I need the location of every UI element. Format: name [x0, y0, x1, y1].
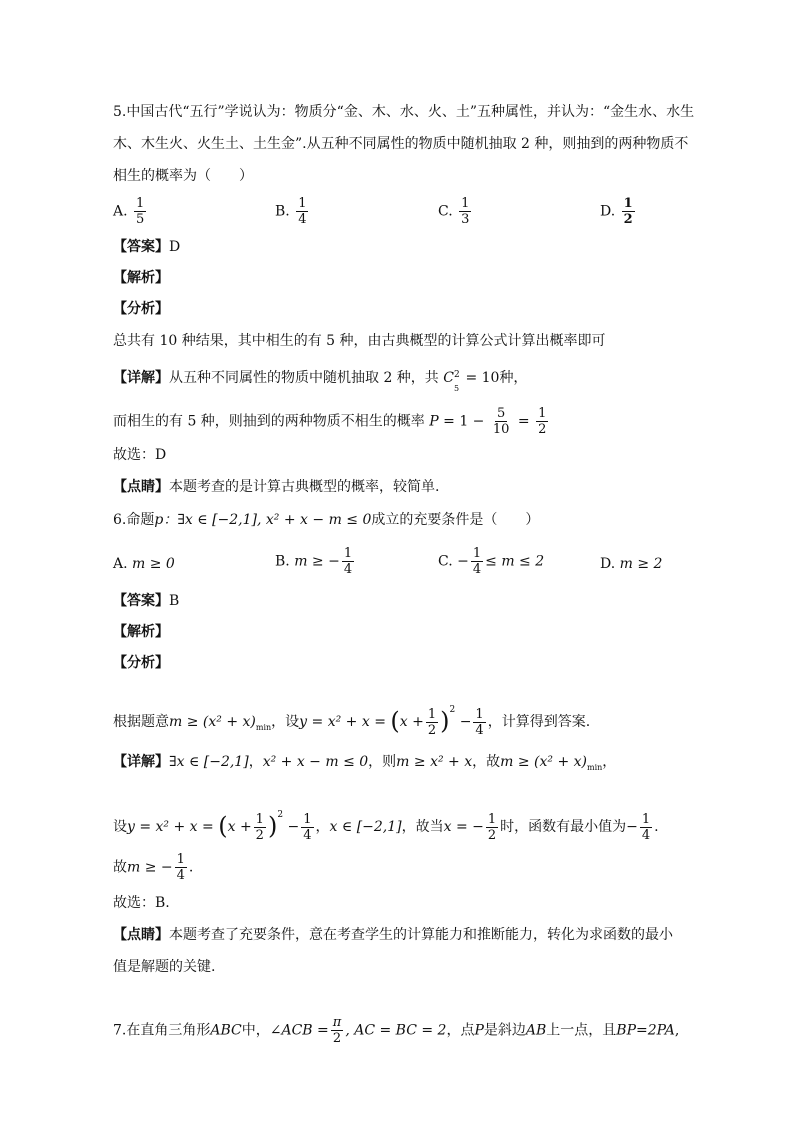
- fraction-denominator: 4: [641, 827, 651, 843]
- formula-part: AB: [525, 1022, 547, 1039]
- option-expression: ≤ m ≤ 2: [485, 553, 545, 570]
- q5-guxuan: 故选：D: [113, 447, 167, 463]
- paren-right: ): [267, 812, 278, 840]
- detail-tag: 【详解】: [113, 370, 169, 386]
- formula-part: x +: [227, 819, 252, 835]
- fraction-denominator: 2: [255, 827, 264, 843]
- detail-text: .: [188, 859, 194, 876]
- q5-jiexi-tag: 【解析】: [113, 270, 169, 286]
- fenxi-text: ，计算得到答案.: [487, 714, 591, 730]
- fraction-numerator: 1: [538, 406, 547, 421]
- q5-option-d: [600, 196, 637, 227]
- formula-part: , AC = BC = 2: [345, 1022, 447, 1039]
- answer-value: D: [169, 239, 181, 255]
- q6-guxuan: 故选：B.: [113, 895, 170, 911]
- detail-text: ，故: [472, 754, 501, 770]
- fraction-numerator: 1: [475, 706, 484, 722]
- q6-option-d: [600, 554, 662, 574]
- formula-part: =: [517, 413, 530, 430]
- formula-part: x +: [399, 714, 424, 730]
- option-label: D.: [600, 203, 616, 220]
- stem-text: ,: [674, 1022, 680, 1039]
- proposition-condition: ：∃x ∈ [−2,1], x² + x − m ≤ 0: [163, 512, 372, 528]
- q5-option-a: [113, 196, 148, 227]
- q6-option-c: [438, 546, 544, 577]
- q6-stem: [113, 510, 539, 530]
- option-label: B.: [275, 203, 290, 220]
- formula-part: = 1 −: [443, 413, 485, 430]
- formula-part: −: [626, 819, 638, 835]
- q6-option-a: [113, 554, 175, 574]
- fraction-numerator: π: [332, 1015, 342, 1030]
- q5-fenxi-text: 总共有 10 种结果，其中相生的有 5 种，由古典概型的计算公式计算出概率即可: [113, 333, 606, 349]
- formula-part: x² + x − m ≤ 0: [262, 754, 369, 770]
- stem-text: 中，: [241, 1022, 270, 1039]
- q6-detail-line2: [113, 805, 659, 843]
- q7-stem: [113, 1015, 679, 1046]
- paren-right: ): [440, 707, 450, 735]
- formula-part: y = x² + x =: [127, 819, 214, 835]
- fenxi-text: ，设: [271, 714, 300, 730]
- q6-detail-line1: [113, 752, 616, 778]
- detail-text: 而相生的有 5 种，则抽到的两种物质不相生的概率: [113, 413, 425, 430]
- formula-part: x = −: [443, 819, 484, 835]
- q5-fenxi-tag: 【分析】: [113, 301, 169, 317]
- q5-dianjing-line: [113, 477, 439, 497]
- option-expression: m ≥ 2: [619, 556, 663, 572]
- fraction-numerator: 1: [303, 811, 312, 827]
- stem-text: ，点: [446, 1022, 475, 1039]
- q6-fenxi-line: [113, 700, 590, 738]
- q6-detail-line3: [113, 852, 193, 883]
- q5-detail-line1: [113, 368, 528, 393]
- answer-tag: 【答案】: [113, 239, 169, 255]
- formula-part: −: [459, 714, 472, 730]
- q5-detail-line2: [113, 406, 550, 437]
- fraction-denominator: 2: [623, 212, 633, 227]
- fraction-numerator: 1: [136, 196, 145, 211]
- q6-fenxi-tag: 【分析】: [113, 655, 169, 671]
- detail-tag: 【详解】: [113, 754, 169, 770]
- fraction-numerator: 1: [255, 811, 264, 827]
- detail-text: 设: [113, 819, 127, 835]
- q5-stem-line2: 木、木生火、火生土、土生金”.从五种不同属性的物质中随机抽取 2 种，则抽到的两种物质不: [113, 136, 689, 152]
- q6-jiexi-tag: 【解析】: [113, 624, 169, 640]
- fraction-numerator: 1: [343, 546, 353, 561]
- formula-subscript: min: [587, 763, 603, 772]
- fraction-numerator: 1: [623, 196, 633, 211]
- formula-part: BP=2PA: [616, 1022, 675, 1039]
- q5-option-b: [275, 196, 310, 227]
- answer-tag: 【答案】: [113, 593, 169, 609]
- detail-text: .: [654, 819, 659, 835]
- q5-stem-line1: 5.中国古代“五行”学说认为：物质分“金、木、水、火、土”五种属性，并认为：“金生水、水生: [113, 104, 695, 120]
- fraction-denominator: 2: [332, 1031, 342, 1046]
- stem-text: 上一点，且: [546, 1022, 617, 1039]
- option-label: C.: [438, 203, 453, 220]
- combination-sub: 5: [453, 384, 460, 393]
- option-label: B.: [275, 553, 290, 570]
- detail-text: 时，函数有最小值为: [500, 819, 627, 835]
- stem-text: 成立的充要条件是（ ）: [371, 512, 540, 528]
- formula-part: P: [474, 1022, 484, 1039]
- fraction-denominator: 5: [136, 212, 145, 227]
- fraction-denominator: 10: [492, 422, 510, 437]
- fraction-numerator: 1: [472, 546, 482, 561]
- formula-superscript: 2: [277, 810, 284, 820]
- formula-part: ABC: [210, 1022, 242, 1039]
- formula-part: m ≥ x² + x: [396, 754, 473, 770]
- fraction-numerator: 1: [487, 811, 497, 827]
- combination-result: = 10: [465, 370, 500, 386]
- formula-subscript: min: [255, 723, 272, 732]
- detail-text: 从五种不同属性的物质中随机抽取 2 种，共: [169, 370, 439, 386]
- dianjing-tag: 【点睛】: [113, 479, 169, 495]
- q5-answer-line: [113, 237, 180, 257]
- q5-stem-line3: 相生的概率为（ ）: [113, 168, 253, 184]
- detail-text: ，则: [368, 754, 397, 770]
- option-label: C.: [438, 553, 453, 570]
- paren-left: (: [390, 707, 400, 735]
- fraction-numerator: 1: [176, 852, 185, 867]
- dianjing-text: 本题考查了充要条件，意在考查学生的计算能力和推断能力，转化为求函数的最小: [169, 927, 673, 943]
- fraction-denominator: 4: [472, 562, 482, 577]
- fraction-denominator: 4: [475, 722, 484, 738]
- combination-sup: 2: [453, 370, 460, 380]
- detail-text: ，: [248, 754, 263, 770]
- fraction-denominator: 4: [303, 827, 312, 843]
- q6-option-b: [275, 546, 356, 577]
- fraction-denominator: 3: [461, 212, 470, 227]
- stem-text: 是斜边: [483, 1022, 526, 1039]
- fraction-numerator: 1: [427, 706, 437, 722]
- dianjing-tag: 【点睛】: [113, 927, 169, 943]
- answer-value: B: [169, 593, 180, 609]
- formula-part: m ≥ (x² + x): [169, 714, 256, 730]
- q6-answer-line: [113, 591, 179, 611]
- option-label: A.: [113, 556, 128, 572]
- fenxi-text: 根据题意: [113, 714, 169, 730]
- formula-part: ∃x ∈ [−2,1]: [169, 754, 249, 770]
- option-expression: m ≥ −: [294, 553, 340, 570]
- option-expression: m ≥ 0: [132, 556, 175, 572]
- stem-text: 7.在直角三角形: [113, 1022, 211, 1039]
- fraction-numerator: 1: [461, 196, 470, 211]
- fraction-numerator: 5: [497, 406, 506, 421]
- q6-dianjing-line2: 值是解题的关键.: [113, 959, 216, 975]
- fraction-denominator: 4: [176, 868, 185, 883]
- formula-part: −: [287, 819, 300, 835]
- stem-text: 6.命题: [113, 512, 155, 528]
- detail-text: ，: [315, 819, 330, 835]
- formula-part: x ∈ [−2,1]: [329, 819, 402, 835]
- fraction-denominator: 4: [343, 562, 353, 577]
- formula-part: y = x² + x =: [299, 714, 386, 730]
- proposition-symbol: p: [154, 512, 164, 528]
- formula-part: m ≥ (x² + x): [500, 754, 587, 770]
- detail-text: 故: [113, 859, 127, 876]
- option-label: A.: [113, 203, 128, 220]
- combination-symbol: C: [443, 370, 454, 386]
- detail-text: ，: [602, 754, 617, 770]
- option-label: D.: [600, 556, 616, 572]
- formula-part: ∠ACB =: [269, 1022, 329, 1039]
- paren-left: (: [218, 812, 228, 840]
- option-expression: −: [457, 553, 469, 570]
- fraction-denominator: 2: [427, 722, 437, 738]
- formula-part: m ≥ −: [127, 859, 173, 876]
- detail-text: 种，: [499, 370, 528, 386]
- fraction-denominator: 4: [298, 212, 307, 227]
- fraction-numerator: 1: [298, 196, 307, 211]
- dianjing-text: 本题考查的是计算古典概型的概率，较简单.: [169, 479, 440, 495]
- probability-symbol: P: [429, 413, 439, 430]
- detail-text: ，故当: [401, 819, 444, 835]
- fraction-numerator: 1: [641, 811, 651, 827]
- formula-superscript: 2: [449, 705, 456, 715]
- q6-dianjing-line1: [113, 925, 673, 945]
- fraction-denominator: 2: [487, 827, 497, 843]
- fraction-denominator: 2: [538, 422, 547, 437]
- q5-option-c: [438, 196, 473, 227]
